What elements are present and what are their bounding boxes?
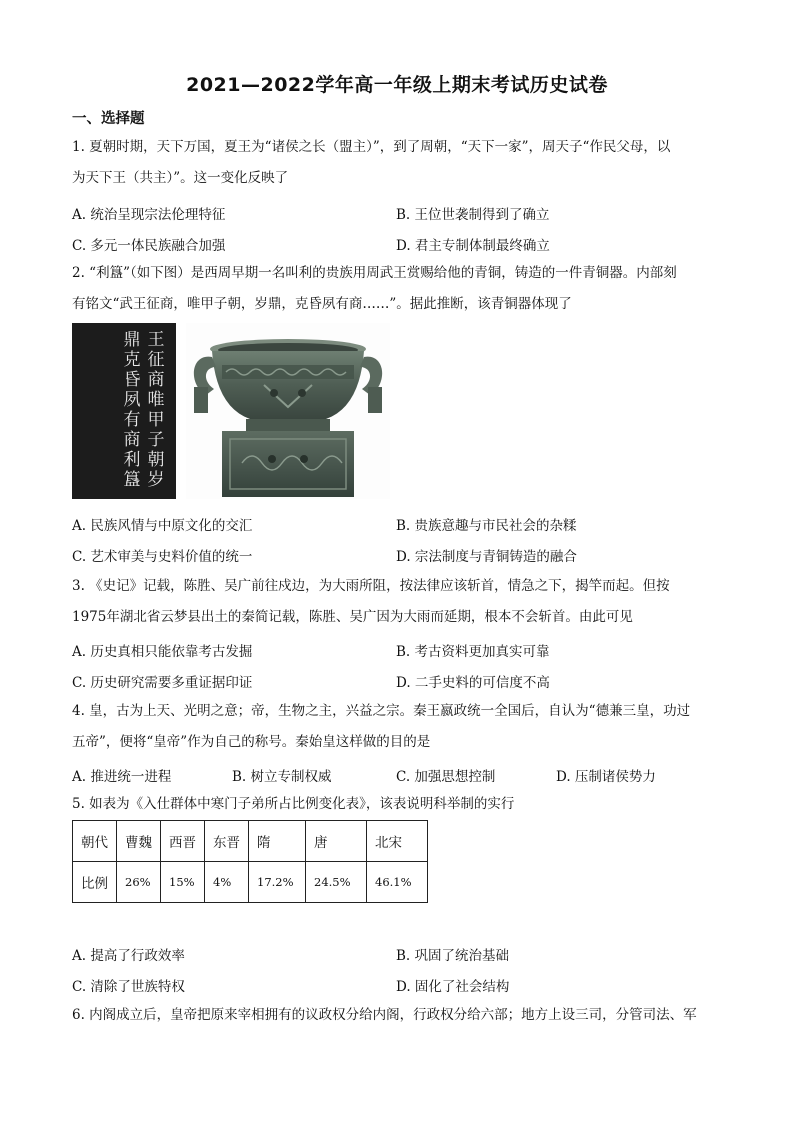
ratio-table — [72, 820, 428, 903]
inscription-glyph: 夙 — [123, 390, 141, 410]
question-6 — [72, 1000, 722, 1031]
question-3-line-2: 1975年湖北省云梦县出土的秦简记载，陈胜、吴广因为大雨而延期，根本不会斩首。由此可见 — [72, 609, 633, 625]
q4-option-d: D. 压制诸侯势力 — [556, 769, 656, 785]
table-cell: 曹魏 — [117, 821, 161, 862]
question-2-line-1: 2. “利簋”（如下图）是西周早期一名叫利的贵族用周武王赏赐给他的青铜，铸造的一件青铜器。内部刻 — [72, 265, 677, 281]
q4-option-a: A. 推进统一进程 — [72, 769, 172, 785]
q5-option-d: D. 固化了社会结构 — [396, 979, 510, 995]
q5-option-c: C. 清除了世族特权 — [72, 979, 185, 995]
table-cell: 东晋 — [205, 821, 249, 862]
inscription-glyph: 克 — [123, 350, 141, 370]
table-cell: 北宋 — [367, 821, 428, 862]
table-cell: 4% — [205, 862, 249, 903]
q2-option-a: A. 民族风情与中原文化的交汇 — [72, 518, 253, 534]
question-5-line-1: 5. 如表为《入仕群体中寒门子弟所占比例变化表》，该表说明科举制的实行 — [72, 796, 515, 812]
inscription-glyph: 有 — [123, 410, 141, 430]
table-cell: 26% — [117, 862, 161, 903]
inscription-glyph: 甲 — [147, 410, 165, 430]
question-6-line-1: 6. 内阁成立后，皇帝把原来宰相拥有的议政权分给内阁，行政权分给六部；地方上设三司，分管司法、军 — [72, 1007, 697, 1023]
q1-option-b: B. 王位世袭制得到了确立 — [396, 207, 550, 223]
q5-option-b: B. 巩固了统治基础 — [396, 948, 510, 964]
question-4-line-2: 五帝”，便将“皇帝”作为自己的称号。秦始皇这样做的目的是 — [72, 734, 431, 750]
question-4 — [72, 696, 722, 758]
table-cell: 15% — [161, 862, 205, 903]
q1-option-c: C. 多元一体民族融合加强 — [72, 238, 226, 254]
inscription-glyph: 唯 — [147, 390, 165, 410]
table-cell: 朝代 — [73, 821, 117, 862]
question-1-line-2: 为天下王（共主）”。这一变化反映了 — [72, 170, 289, 186]
inscription-glyph: 商 — [123, 430, 141, 450]
table-cell: 比例 — [73, 862, 117, 903]
q2-option-c: C. 艺术审美与史料价值的统一 — [72, 549, 253, 565]
q3-option-b: B. 考古资料更加真实可靠 — [396, 644, 550, 660]
inscription-glyph: 朝 — [147, 450, 165, 470]
q1-option-a: A. 统治呈现宗法伦理特征 — [72, 207, 226, 223]
table-cell: 17.2% — [249, 862, 306, 903]
q3-option-a: A. 历史真相只能依靠考古发掘 — [72, 644, 253, 660]
inscription-glyph: 商 — [147, 370, 165, 390]
inscription-glyph: 征 — [147, 350, 165, 370]
q3-option-d: D. 二手史料的可信度不高 — [396, 675, 550, 691]
inscription-glyph: 子 — [147, 430, 165, 450]
table-cell: 隋 — [249, 821, 306, 862]
inscription-glyph: 王 — [147, 330, 165, 350]
inscription-glyph: 鼎 — [123, 330, 141, 350]
question-1 — [72, 132, 722, 194]
table-header-row — [73, 821, 428, 862]
bronze-vessel-svg — [186, 323, 390, 499]
q3-option-c: C. 历史研究需要多重证据印证 — [72, 675, 253, 691]
table-cell: 唐 — [306, 821, 367, 862]
table-cell: 西晋 — [161, 821, 205, 862]
bronze-vessel-image — [186, 323, 390, 499]
q5-option-a: A. 提高了行政效率 — [72, 948, 185, 964]
inscription-glyph: 昏 — [123, 370, 141, 390]
question-1-line-1: 1. 夏朝时期，天下万国，夏王为“诸侯之长（盟主）”，到了周朝，“天下一家”，周天子“作民父母，以 — [72, 139, 671, 155]
question-3-line-1: 3. 《史记》记载，陈胜、吴广前往戍边，为大雨所阻，按法律应该斩首，情急之下，揭竿而起。但按 — [72, 578, 670, 594]
table-row — [73, 862, 428, 903]
inscription-glyph: 利 — [123, 450, 141, 470]
inscription-glyph: 簋 — [123, 470, 141, 490]
table-cell: 24.5% — [306, 862, 367, 903]
q4-option-b: B. 树立专制权威 — [232, 769, 332, 785]
q2-option-b: B. 贵族意趣与市民社会的杂糅 — [396, 518, 577, 534]
inscription-rubbing-image — [72, 323, 176, 499]
inscription-glyph: 岁 — [147, 470, 165, 490]
q1-option-d: D. 君主专制体制最终确立 — [396, 238, 550, 254]
table-cell: 46.1% — [367, 862, 428, 903]
q4-option-c: C. 加强思想控制 — [396, 769, 496, 785]
page-title: 2021—2022学年高一年级上期末考试历史试卷 — [186, 74, 608, 96]
question-5 — [72, 789, 722, 820]
question-4-line-1: 4. 皇，古为上天、光明之意；帝，生物之主，兴益之宗。秦王嬴政统一全国后，自认为“德兼三皇，功过 — [72, 703, 691, 719]
section-heading: 一、选择题 — [72, 111, 145, 127]
question-2-line-2: 有铭文“武王征商，唯甲子朝，岁鼎，克昏夙有商……”。据此推断，该青铜器体现了 — [72, 296, 572, 312]
question-3 — [72, 571, 722, 633]
inscription-rubbing-svg — [72, 323, 176, 499]
q2-option-d: D. 宗法制度与青铜铸造的融合 — [396, 549, 577, 565]
question-2 — [72, 258, 722, 320]
